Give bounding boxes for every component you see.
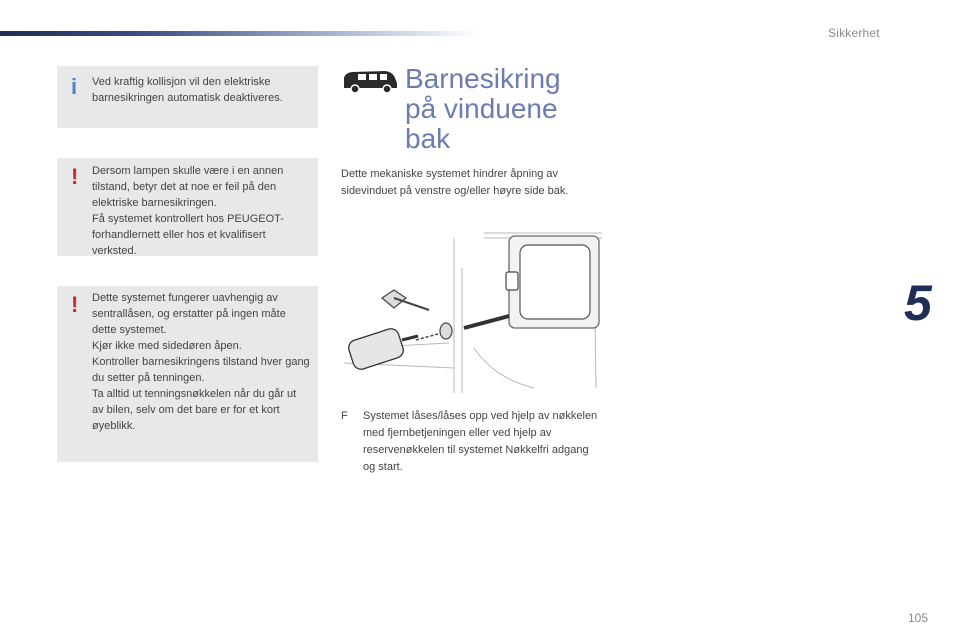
van-icon (340, 68, 400, 94)
page-title (405, 64, 561, 154)
warning-line: Kjør ikke med sidedøren åpen. (92, 340, 242, 352)
info-box (57, 66, 318, 128)
warning-icon: ! (71, 292, 79, 317)
warning-text (92, 290, 310, 434)
header-bar (0, 31, 480, 36)
warning-box-system (57, 286, 318, 462)
warning-line: Få systemet kontrollert hos PEUGEOT-forhandlernett eller hos et kvalifisert verksted. (92, 213, 284, 257)
warning-line: Ta alltid ut tenningsnøkkelen når du går ut av bilen, selv om det bare er for et kort øyeblikk. (92, 388, 297, 432)
chapter-number: 5 (904, 275, 932, 331)
warning-icon: ! (71, 164, 79, 189)
instruction-text: Systemet låses/låses opp ved hjelp av nøkkelen med fjernbetjeningen eller ved hjelp av reservenøkkelen til systemet Nøkkelfri adgang og start. (363, 410, 598, 473)
warning-text (92, 163, 310, 259)
warning-line: Dette systemet fungerer uavhengig av sentrallåsen, og erstatter på ingen måte dette systemet. (92, 292, 286, 336)
title-line: på vinduene (405, 93, 558, 124)
bullet-arrow-icon: F (341, 410, 348, 422)
warning-line: Dersom lampen skulle være i en annen tilstand, betyr det at noe er feil på den elektriske barnesikringen. (92, 165, 284, 209)
info-icon: i (71, 74, 78, 99)
child-lock-illustration (334, 228, 604, 398)
title-line: bak (405, 123, 451, 154)
section-title: Sikkerhet (828, 26, 880, 40)
warning-box-lamp (57, 158, 318, 256)
info-line: Ved kraftig kollisjon vil den elektriske barnesikringen automatisk deaktiveres. (92, 76, 283, 104)
intro-text: Dette mekaniske systemet hindrer åpning av sidevinduet på venstre og/eller høyre side bak. (341, 168, 569, 197)
title-line: Barnesikring (405, 63, 561, 94)
warning-line: Kontroller barnesikringens tilstand hver gang du setter på tenningen. (92, 356, 310, 384)
info-text (92, 74, 310, 106)
page-number: 105 (908, 611, 929, 625)
